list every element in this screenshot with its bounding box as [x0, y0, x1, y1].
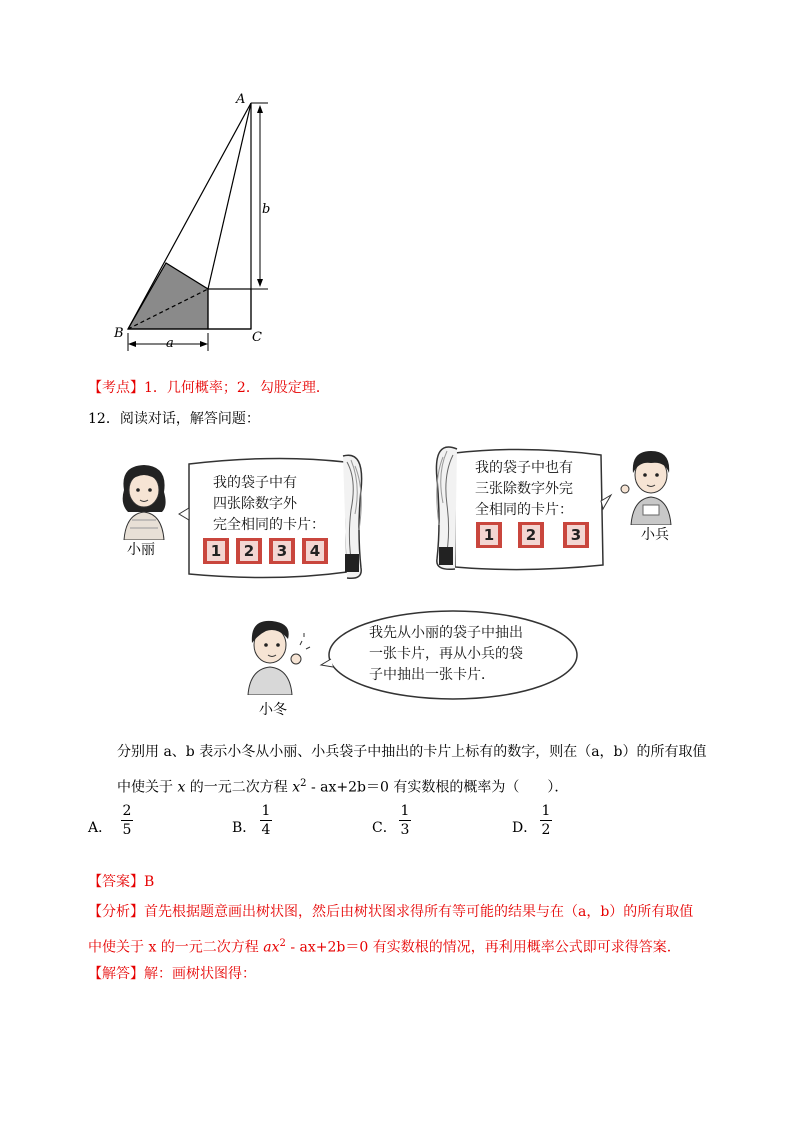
- line-A-to-square: [208, 103, 251, 289]
- square: [208, 289, 251, 329]
- xiaodong-bubble-text: [369, 623, 523, 686]
- xiaodong-bubble-line: 子中抽出一张卡片．: [369, 667, 495, 683]
- geometry-figure: [100, 85, 300, 355]
- xiaodong-name: 小冬: [259, 702, 287, 718]
- option-d-label[interactable]: D．: [512, 820, 538, 836]
- label-B: B: [114, 326, 124, 341]
- xiaobing-bubble-line: 全相同的卡片：: [475, 502, 573, 518]
- kaodian-text: 1．几何概率；2．勾股定理．: [144, 380, 330, 396]
- option-a-fraction[interactable]: 2 5: [122, 803, 132, 838]
- xiaobing-card: 1: [476, 522, 502, 548]
- question-title: 12．阅读对话，解答问题：: [88, 411, 260, 427]
- option-c-label[interactable]: C．: [372, 820, 397, 836]
- question-stem-line1: 分别用 a、b 表示小冬从小丽、小兵袋子中抽出的卡片上标有的数字，则在（a，b）的所有取值: [117, 744, 707, 760]
- kaodian-line: [88, 378, 330, 398]
- xiaoli-card: 2: [236, 538, 262, 564]
- analysis-tag: 【分析】: [88, 904, 144, 920]
- solution-line: [88, 964, 256, 984]
- xiaobing-name: 小兵: [641, 527, 669, 543]
- question-stem-line2: 中使关于 x 的一元二次方程 $x^2 - ax+2b=0$ 有实数根的概率为（ ）．: [117, 778, 569, 796]
- xiaoli-card: 4: [302, 538, 328, 564]
- shaded-region: [128, 263, 208, 329]
- xiaoli-avatar: [110, 460, 180, 540]
- label-a: a: [166, 336, 174, 351]
- xiaobing-bubble-line: 三张除数字外完: [475, 481, 573, 497]
- solution-tag: 【解答】: [88, 966, 144, 982]
- answer-text: B: [144, 874, 155, 890]
- analysis-line2: 中使关于 x 的一元二次方程 $ax^2 - ax+2b=0$ 有实数根的情况，再利用概率公式即可求得答案.: [88, 938, 672, 956]
- analysis-line1: 【分析】首先根据题意画出树状图，然后由树状图求得所有等可能的结果与在（a，b）的所有取值: [88, 904, 694, 920]
- xiaoli-card: 3: [269, 538, 295, 564]
- answer-tag: 【答案】: [88, 874, 144, 890]
- answer-line: [88, 872, 154, 892]
- xiaobing-bubble-line: 我的袋子中也有: [475, 460, 573, 476]
- xiaoli-bubble-text: [213, 473, 325, 536]
- label-A: A: [236, 92, 246, 107]
- xiaobing-avatar: [615, 445, 685, 525]
- xiaoli-bubble-line: 四张除数字外: [213, 496, 297, 512]
- label-b: b: [262, 202, 271, 217]
- option-d-fraction[interactable]: 1 2: [541, 803, 551, 838]
- option-c-fraction[interactable]: 1 3: [400, 803, 410, 838]
- xiaodong-bubble-line: 我先从小丽的袋子中抽出: [369, 625, 523, 641]
- xiaodong-bubble-line: 一张卡片，再从小兵的袋: [369, 646, 523, 662]
- xiaobing-card: 3: [563, 522, 589, 548]
- option-a-label[interactable]: A．: [88, 820, 113, 836]
- xiaobing-card: 2: [518, 522, 544, 548]
- xiaoli-bubble-line: 我的袋子中有: [213, 475, 297, 491]
- option-b-fraction[interactable]: 1 4: [261, 803, 271, 838]
- xiaoli-card: 1: [203, 538, 229, 564]
- solution-text: 解：画树状图得：: [144, 966, 256, 982]
- xiaobing-bubble-text: [475, 458, 573, 521]
- label-C: C: [252, 330, 262, 345]
- xiaoli-name: 小丽: [127, 542, 155, 558]
- option-b-label[interactable]: B．: [232, 820, 257, 836]
- xiaodong-avatar: [238, 615, 318, 695]
- xiaoli-bubble-line: 完全相同的卡片：: [213, 517, 325, 533]
- kaodian-tag: 【考点】: [88, 380, 144, 396]
